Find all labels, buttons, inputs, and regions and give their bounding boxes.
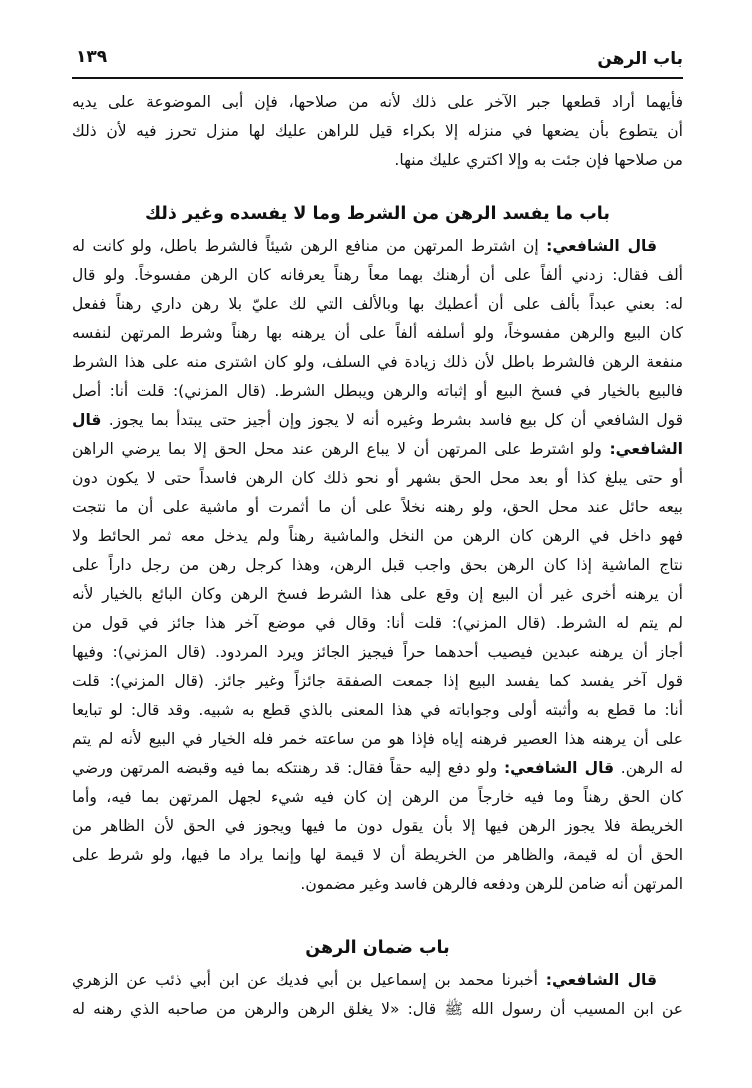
text-line: أجاز أن يرهنه عبدين فيصيب أحدهما حراً فيجيز الجائز ويرد المردود. (قال المزني): وفيها <box>72 643 683 661</box>
text-line: منفعة الرهن فالشرط باطل لأن ذلك زيادة في السلف، ولو كان اشترى منه على هذا الشرط <box>72 353 683 371</box>
text-line: نتاج الماشية إذا كان الرهن بحق واجب قبل الرهن، وهذا كرجل رهن من رجل داراً على <box>72 556 683 574</box>
line-text: إن اشترط المرتهن من منافع الرهن شيئاً فالشرط باطل، ولو كانت له <box>72 237 547 255</box>
section-heading: باب ما يفسد الرهن من الشرط وما لا يفسده وغير ذلك <box>145 204 610 224</box>
text-line: الخريطة فلا يجوز الرهن فيها إلا بأن يقول دون ما فيها ويجوز في الحق لأن الظاهر من <box>72 817 683 835</box>
line-text: أخبرنا محمد بن إسماعيل بن أبي فديك عن ابن أبي ذئب عن الزهري <box>72 971 546 989</box>
text-line: أن يرهنه أخرى غير أن البيع إن وقع على هذا الشرط فسخ الرهن وكان البائع بالخيار لأنه <box>72 585 683 603</box>
line-text: ولو دفع إليه حقاً فقال: قد رهنتكه بما فيه وقبضه المرتهن ورضي <box>72 759 504 777</box>
line-text: له الرهن. <box>614 759 683 777</box>
text-line: قول آخر يفسد كما يفسد البيع إذا جمعت الصفقة جائزاً وغير جائز. (قال المزني): قلت <box>72 672 683 690</box>
text-line: أو حتى يبلغ كذا أو بعد محل الحق بشهر أو نحو ذلك كان الرهن فاسداً حتى لا يكون دون <box>72 469 683 487</box>
text-line: أنا: ما قطع به وأثبته أولى وجواباته في هذا المعنى بالذي قطع به شبيه. وقد قال: لو تبايعا <box>72 701 683 719</box>
text-line: فأيهما أراد قطعها جبر الآخر على ذلك لأنه من صلاحها، فإن أبى الموضوعة على يديه <box>72 93 683 111</box>
speaker-label: الشافعي: <box>609 440 683 458</box>
text-line: كان البيع والرهن مفسوخاً، ولو أسلفه ألفاً على أن يرهنه بها رهناً وشرط المرتهن لنفسه <box>72 324 683 342</box>
text-line: كان الحق رهناً وما فيه خارجاً من الرهن إن كان فيه شيء لجهل المرتهن بما فيه، وأما <box>72 788 683 806</box>
text-line <box>72 966 683 994</box>
speaker-label: قال <box>72 411 102 429</box>
text-line: ألف فقال: زدني ألفاً على أن أرهنك بهما معاً رهناً يعرفانه كان الرهن مفسوخاً. ولو قال <box>72 266 683 284</box>
speaker-label: قال الشافعي: <box>546 237 657 255</box>
text-line <box>72 232 683 260</box>
text-line: من صلاحها فإن جئت به وإلا اكتري عليك منها. <box>394 151 683 169</box>
page-number: ١٣٩ <box>76 47 108 67</box>
text-line: المرتهن أنه ضامن للرهن ودفعه فالرهن فاسد وغير مضمون. <box>300 875 683 893</box>
line-text: قول الشافعي أن كل بيع فاسد بشرط وغيره أنه لا يجوز وإن أجيز حتى يبتدأ بما يجوز. <box>101 411 683 429</box>
text-line <box>72 406 683 434</box>
running-title: باب الرهن <box>597 49 683 69</box>
text-line: على أن يرهنه هذا العصير فرهنه إياه فإذا هو من ساعته خمر فله الخيار في البيع لأنه لم يتم <box>72 730 683 748</box>
text-line: له: بعني عبداً بألف على أن أعطيك بها وبالألف التي لك عليّ بلا رهن داري رهناً ففعل <box>72 295 683 313</box>
text-line <box>72 754 683 782</box>
speaker-label: قال الشافعي: <box>545 971 657 989</box>
text-line: لم يتم له الشرط. (قال المزني): قلت أنا: وقال في موضع آخر هذا جائز في قول من <box>72 614 683 632</box>
text-line: عن ابن المسيب أن رسول الله ﷺ قال: «لا يغلق الرهن والرهن من صاحبه الذي رهنه له <box>72 1000 683 1018</box>
section-heading: باب ضمان الرهن <box>305 938 450 958</box>
text-line: بيعه حائل عند محل الحق، ولو رهنه نخلاً على أن ما أثمرت أو ماشية على أن ما نتجت <box>72 498 683 516</box>
text-line <box>72 435 683 463</box>
text-line: فالبيع بالخيار في فسخ البيع أو إثباته والرهن ويبطل الشرط. (قال المزني): قلت أنا: أصل <box>72 382 683 400</box>
speaker-label: قال الشافعي: <box>503 759 615 777</box>
text-line: الحق أن له قيمة، والظاهر من الخريطة أن لا قيمة لها وإنما يراد ما فيها، ولو شرط على <box>72 846 683 864</box>
text-line: أن يتطوع بأن يضعها في منزله إلا بكراء قيل للراهن عليك لها منزل تحرز فيه لأن ذلك <box>72 122 683 140</box>
line-text: ولو اشترط على المرتهن أن لا يباع الرهن عند محل الحق إلا بما يرضي الراهن <box>72 440 610 458</box>
text-line: فهو داخل في الرهن كان الرهن من النخل والماشية رهناً ولم يدخل معه ثمر الحائط ولا <box>72 527 683 545</box>
running-header <box>72 44 683 74</box>
header-divider <box>72 77 683 79</box>
